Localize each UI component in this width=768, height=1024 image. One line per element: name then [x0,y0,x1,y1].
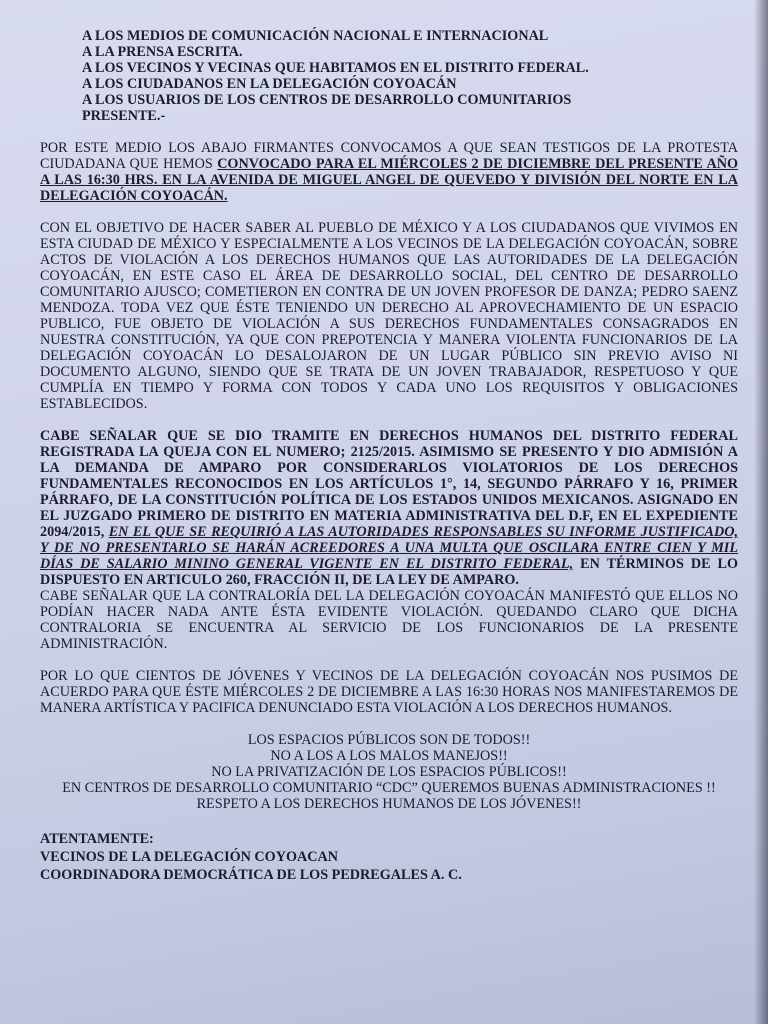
addressee-block [82,28,738,124]
addressee-line: A LA PRENSA ESCRITA. [82,44,243,60]
slogan-line: RESPETO A LOS DERECHOS HUMANOS DE LOS JÓVENES!! [196,796,582,812]
closing-label: ATENTAMENTE: [40,831,154,847]
paragraph-legal-complaint [40,428,738,588]
legal-complaint-requirement: EN EL QUE SE REQUIRIÓ A LAS AUTORIDADES RESPONSABLES SU INFORME JUSTIFICADO, Y DE NO PRESENTARLO SE HARÁN ACREEDORES A UNA MULTA QUE OSCILARA ENTRE CIEN Y MIL DÍAS DE SALARIO MININO GENERAL VIGENTE EN EL DISTRITO FEDERAL, [40,524,738,572]
signatory-coordinator: COORDINADORA DEMOCRÁTICA DE LOS PEDREGALES A. C. [40,867,462,883]
addressee-line: A LOS CIUDADANOS EN LA DELEGACIÓN COYOACÁN [82,76,457,92]
addressee-line: A LOS USUARIOS DE LOS CENTROS DE DESARROLLO COMUNITARIOS [82,92,572,108]
paragraph-comptroller: CABE SEÑALAR QUE LA CONTRALORÍA DEL LA DELEGACIÓN COYOACÁN MANIFESTÓ QUE ELLOS NO PODÍAN HACER NADA ANTE ÉSTA EVIDENTE VIOLACIÓN. QUEDANDO CLARO QUE DICHA CONTRALORIA SE ENCUENTRA AL SERVICIO DE LOS FUNCIONARIOS DE LA PRESENTE ADMINISTRACIÓN. [40,588,738,652]
convocation-intro: POR ESTE MEDIO LOS ABAJO FIRMANTES CONVOCAMOS A QUE SEAN TESTIGOS DE LA PROTESTA CIUDADANA QUE HEMOS [40,140,738,172]
slogan-line: LOS ESPACIOS PÚBLICOS SON DE TODOS!! [247,732,531,748]
paragraph-objective: CON EL OBJETIVO DE HACER SABER AL PUEBLO DE MÉXICO Y A LOS CIUDADANOS QUE VIVIMOS EN ESTA CIUDAD DE MÉXICO Y ESPECIALMENTE A LOS VECINOS DE LA DELEGACIÓN COYOACÁN, SOBRE ACTOS DE VIOLACIÓN A LOS DERECHOS HUMANOS QUE LAS AUTORIDADES DE LA DELEGACIÓN COYOACÁN, EN ESTE CASO EL ÁREA DE DESARROLLO SOCIAL, DEL CENTRO DE DESARROLLO COMUNITARIO AJUSCO; COMETIERON EN CONTRA DE UN JOVEN PROFESOR DE DANZA; PEDRO SAENZ MENDOZA. TODA VEZ QUE ÉSTE TENIENDO UN DERECHO AL APROVECHAMIENTO DE UN ESPACIO PUBLICO, FUE OBJETO DE VIOLACIÓN A SUS DERECHOS FUNDAMENTALES CONSAGRADOS EN NUESTRA CONSTITUCIÓN, YA QUE CON PREPOTENCIA Y MANERA VIOLENTA FUNCIONARIOS DE LA DELEGACIÓN COYOACÁN LO DESALOJARON DE UN LUGAR PÚBLICO SIN PREVIO AVISO NI DOCUMENTO ALGUNO, SIENDO QUE SE TRATA DE UN JOVEN TRABAJADOR, RESPETUOSO Y QUE CUMPLÍA EN TIEMPO Y FORMA CON TODOS Y CADA UNO LOS REQUISITOS Y OBLIGACIONES ESTABLECIDOS. [40,220,738,412]
page-edge-shadow [754,0,768,1024]
signatory-neighbors: VECINOS DE LA DELEGACIÓN COYOACAN [40,849,338,865]
paragraph-convocation [40,140,738,204]
addressee-line: PRESENTE.- [82,108,166,124]
paragraph-protest: POR LO QUE CIENTOS DE JÓVENES Y VECINOS DE LA DELEGACIÓN COYOACÁN NOS PUSIMOS DE ACUERDO PARA QUE ÉSTE MIÉRCOLES 2 DE DICIEMBRE A LAS 16:30 HORAS NOS MANIFESTAREMOS DE MANERA ARTÍSTICA Y PACIFICA DENUNCIADO ESTA VIOLACIÓN A LOS DERECHOS HUMANOS. [40,668,738,716]
addressee-line: A LOS VECINOS Y VECINAS QUE HABITAMOS EN EL DISTRITO FEDERAL. [82,60,589,76]
slogan-line: NO A LOS A LOS MALOS MANEJOS!! [270,748,508,764]
slogan-line: EN CENTROS DE DESARROLLO COMUNITARIO “CDC” QUEREMOS BUENAS ADMINISTRACIONES !! [62,780,716,796]
convocation-date-place: CONVOCADO PARA EL MIÉRCOLES 2 DE DICIEMBRE DEL PRESENTE AÑO A LAS 16:30 HRS. EN LA AVENIDA DE MIGUEL ANGEL DE QUEVEDO Y DIVISIÓN DEL NORTE EN LA DELEGACIÓN COYOACÁN. [40,156,738,204]
slogans-block [40,732,738,812]
legal-complaint-text: CABE SEÑALAR QUE SE DIO TRAMITE EN DERECHOS HUMANOS DEL DISTRITO FEDERAL REGISTRADA LA QUEJA CON EL NUMERO; 2125/2015. ASIMISMO SE PRESENTO Y DIO ADMISIÓN A LA DEMANDA DE AMPARO POR CONSIDERARLOS VIOLATORIOS DE LOS DERECHOS FUNDAMENTALES RECONOCIDOS EN LOS ARTÍCULOS 1°, 14, SEGUNDO PÁRRAFO Y 16, PRIMER PÁRRAFO, DE LA CONSTITUCIÓN POLÍTICA DE LOS ESTADOS UNIDOS MEXICANOS. ASIGNADO EN EL JUZGADO PRIMERO DE DISTRITO EN MATERIA ADMINISTRATIVA DEL D.F, EN EL EXPEDIENTE 2094/2015, [40,428,738,540]
slogan-line: NO LA PRIVATIZACIÓN DE LOS ESPACIOS PÚBLICOS!! [211,764,567,780]
signature-block [40,830,738,884]
addressee-line: A LOS MEDIOS DE COMUNICACIÓN NACIONAL E INTERNACIONAL [82,28,549,44]
legal-complaint-terms: EN TÉRMINOS DE LO DISPUESTO EN ARTICULO 260, FRACCIÓN II, DE LA LEY DE AMPARO. [40,556,738,588]
